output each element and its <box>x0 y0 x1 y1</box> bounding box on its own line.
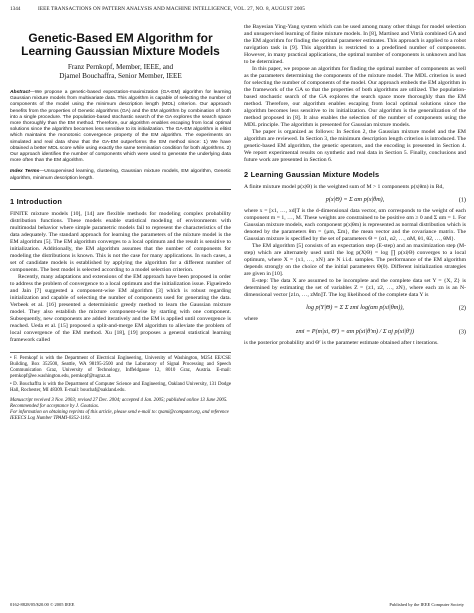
intro-paragraph-2: Recently, many adaptations and extensions of the EM approach have been proposed in order to address the problem of convergence to a local optimum and the initialization issue. Figueiredo and Jain [7] suggested a component-wise EM algorithm [3] which is robust regarding initialization and capable of selecting the number of components used for generating the data. Verbeek et al. [16] presented a deterministic greedy method to learn the Gaussian mixture model. They also establish the mixture component-wise by starting with one component. Subsequently, new components are added iteratively and the EM is applied until convergence is reached. Ueda et al. [15] proposed a split-and-merge EM algorithm to alleviate the problem of local convergence of the EM method. Xu [18], [19] proposes a general statistical learning framework called <box>10 273 231 343</box>
page-number: 1344 <box>10 6 21 12</box>
copyright-footer: 0162-8828/05/$20.00 © 2005 IEEE <box>10 602 75 607</box>
abstract-label: Abstract <box>10 90 30 95</box>
index-terms-text: —Unsupervised learning, clustering, Gaussian mixture models, EM algorithm, Genetic algorithm, minimum description length. <box>10 169 231 181</box>
s2-paragraph-5: where <box>244 316 258 322</box>
equation-3 <box>244 328 466 335</box>
equation-3-body: zmi = P(m|xi, Θ′) = αm p(xi|θ′m) / Σ αj p(xi|θ′j) <box>295 328 415 335</box>
s2-paragraph-4: E-step: The data X are assumed to be incomplete and the complete data set Y = {X, Z} is determined by estimating the set of variables Z = {z1, z2, …, zN}, where each zn is an N-dimensional vector [z1n, …, zMn]T. The log likelihood of the complete data Y is <box>244 278 466 298</box>
s2-paragraph-3: The EM algorithm [5] consists of an expectation step (E-step) and an maximization step (M-step) which are alternately used until the log p(X|Θ) = log ∏ p(xi|Θ) converges to a local optimum, where X = {x1, …, xN} are N i.i.d. samples. The performance of the EM algorithm depends strongly on the choice of the initial parameters Θ(0). Different initialization strategies are given in [10]. <box>244 243 466 277</box>
divider <box>10 189 231 190</box>
paper-title: Genetic-Based EM Algorithm for Learning Gaussian Mixture Models <box>21 31 220 58</box>
journal-header: IEEE TRANSACTIONS ON PATTERN ANALYSIS AND MACHINE INTELLIGENCE, VOL. 27, NO. 8, AUGUST 2005 <box>38 6 305 12</box>
equation-1-body: p(x|Θ) = Σ αm p(x|θm), <box>325 196 385 203</box>
publisher-footer: Published by the IEEE Computer Society <box>389 602 464 607</box>
author-block <box>10 63 231 80</box>
s2-paragraph-2: where x = [x1, …, xd]T is the d-dimensional data vector, αm corresponds to the weight of each component m = 1, …, M. These weights are constrained to be positive αm ≥ 0 and Σ αm = 1. For Gaussian mixture models, each component p(x|θm) is represented as normal distribution which is denoted by the parameters θm = {μm, Σm}, the mean vector and the covariance matrix. The Gaussian mixture is specified by the set of parameters Θ = {α1, α2, …, αM, θ1, θ2, …, θM}. <box>244 208 466 242</box>
equation-2-number: (2) <box>458 304 466 311</box>
section-2-heading: 2 Learning Gaussian Mixture Models <box>244 170 380 179</box>
intro-paragraph-1: FINITE mixture models [10], [14] are flexible methods for modeling complex probability distribution functions. These models enable statistical modeling of environments with multimodal behavior where simple parametric models fail to represent the characteristics of the data adequately. The standard approach for learning the parameters of the mixture model is the EM algorithm [5]. The EM algorithm converges to a local optimum and the result is sensitive to initialization. Additionally, the EM algorithm assumes that the number of components for modeling the distributions is known. This is not the case for many applications. In such cases, a set of candidate models is established by applying the algorithm for a different number of components. The best model is selected according to a model selection criterion. <box>10 210 231 273</box>
author-line-1: Franz Pernkopf, Member, IEEE, and <box>67 63 174 71</box>
running-header <box>10 6 464 18</box>
equation-3-number: (3) <box>458 328 466 335</box>
footnote-bouchaffra: • D. Bouchaffra is with the Department of Computer Science and Engineering, Oakland University, 131 Dodge Hall, Rochester, MI 48309. E-mail: bouchaf@oakland.edu. <box>10 381 231 393</box>
equation-1-number: (1) <box>458 196 466 203</box>
manuscript-reprints: For information on obtaining reprints of this article, please send e-mail to: tpami@computer.org, and reference IEEECS Log Number TPAMI-0352-1103. <box>10 409 229 421</box>
s2-paragraph-1: A finite mixture model p(x|Θ) is the weighted sum of M > 1 components p(x|θm) in Rd, <box>244 184 444 190</box>
equation-2 <box>244 304 466 311</box>
manuscript-recommended: Recommended for acceptance by J. Goutsias. <box>10 403 99 409</box>
right-paragraph-1: the Bayesian Ying-Yang system which can be used among many other things for model selection and unsupervised learning of finite mixture models. In [8], Martínez and Vitrià combined GA and the EM algorithm for finding the optimal parameter estimates. This approach is applied to a robot navigation task in [9]. This algorithm is restricted to a predefined number of components. However, in many practical applications, the optimal number of components is unknown and has to be determined. <box>244 24 466 65</box>
index-terms-label: Index Terms <box>10 169 40 175</box>
manuscript-info <box>10 398 231 422</box>
right-paragraph-3: The paper is organized as follows: In Section 2, the Gaussian mixture model and the EM algorithm are reviewed. In Section 3, the minimum description length criterion is introduced. The genetic-based EM algorithm, the genetic operators, and the encoding is presented in Section 4. We report experimental results on synthetic and real data in Section 5. Finally, conclusions and future work are presented in Section 6. <box>244 129 466 163</box>
left-column <box>10 24 231 422</box>
abstract <box>10 90 231 164</box>
manuscript-received: Manuscript received 3 Nov. 2003; revised 27 Dec. 2004; accepted 4 Jan. 2005; published online 13 June 2005. <box>10 397 228 403</box>
footnote-pernkopf: • F. Pernkopf is with the Department of Electrical Engineering, University of Washington, M254 EE/CSE Building, Box 352500, Seattle, WA 98195-2500 and the Laboratory of Signal Processing and Speech Communication Graz, University of Technology, Inffeldgasse 12, 8010 Graz, Austria. E-mail: pernkopf@ee.washington.edu, pernkopf@tugraz.at. <box>10 355 231 379</box>
abstract-text: —We propose a genetic-based expectation-maximization (GA-EM) algorithm for learning Gaussian mixture models from multivariate data. This algorithm is capable of selecting the number of components of the model using the minimum description length (MDL) criterion. Our approach benefits from the properties of Genetic algorithms (GA) and the EM algorithm by combination of both into a single procedure. The population-based stochastic search of the GA explores the search space more thoroughly than the EM method. Therefore, our algorithm enables escaping from local optimal solutions since the algorithm becomes less sensitive to its initialization. The GA-EM algorithm is elitist which maintains the monotonic convergence property of the EM algorithm. The experiments on simulated and real data show that the GA-EM outperforms the EM method since: 1) We have obtained a better MDL score while using exactly the same termination condition for both algorithms. 2) Our approach identifies the number of components which were used to generate the underlying data more often than the EM algorithm. <box>10 90 231 164</box>
s2-paragraph-6: is the posterior probability and Θ′ is the parameter estimate obtained after t iterations. <box>244 340 439 346</box>
index-terms <box>10 169 231 181</box>
equation-1 <box>244 196 466 203</box>
equation-2-body: log p(Y|Θ) = Σ Σ zmi log(αm p(xi|θm)), <box>306 304 404 311</box>
affiliation-footnotes <box>10 352 231 394</box>
right-column <box>244 24 466 347</box>
author-line-2: Djamel Bouchaffra, Senior Member, IEEE <box>59 71 182 80</box>
right-paragraph-2: In this paper, we propose an algorithm for finding the optimal number of components as well as the parameters determining the components of the mixture model. The MDL criterion is used for selecting the number of components of the model. Our approach embeds the EM algorithm in the framework of the GA so that the properties of both algorithms are utilized. The population-based stochastic search of the GA explores the search space more thoroughly than the EM method. Therefore, our algorithm enables escaping from local optimal solutions since the algorithm becomes less sensitive to its initialization. Our algorithm is the generalization of the method proposed in [8]. It also enables the selection of the number of components using the MDL principle. The algorithm is presented for Gaussian mixture models. <box>244 66 466 128</box>
section-1-heading: 1 Introduction <box>10 196 63 206</box>
